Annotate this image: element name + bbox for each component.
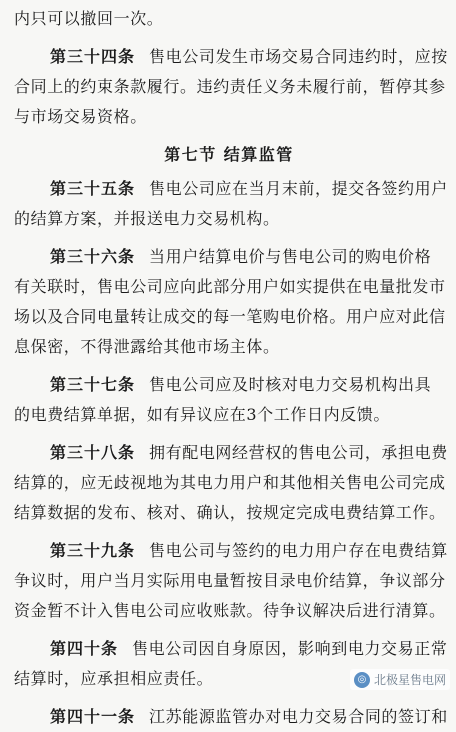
article-35 bbox=[14, 174, 448, 234]
text-line bbox=[14, 42, 448, 72]
text-line: 争议时，用户当月实际用电量暂按目录电价结算，争议部分 bbox=[14, 571, 446, 590]
article-number: 第四十一条 bbox=[50, 707, 136, 726]
text-line bbox=[14, 370, 444, 400]
article-38 bbox=[14, 438, 448, 528]
article-number: 第三十五条 bbox=[50, 179, 136, 198]
text-line: 结算数据的发布、核对、确认，按规定完成电费结算工作。 bbox=[14, 503, 446, 522]
article-text: 售电公司应及时核对电力交易机构出具 bbox=[149, 375, 432, 394]
article-number: 第三十六条 bbox=[50, 247, 136, 266]
text-line bbox=[14, 174, 448, 204]
text-line: 息保密，不得泄露给其他市场主体。 bbox=[14, 337, 280, 356]
text-line bbox=[14, 242, 444, 272]
article-number: 第三十四条 bbox=[50, 47, 136, 66]
text-line: 合同上的约束条款履行。违约责任义务未履行前，暂停其参 bbox=[14, 77, 446, 96]
article-text: 售电公司发生市场交易合同违约时，应按 bbox=[149, 47, 448, 66]
text-line bbox=[14, 536, 448, 566]
article-text: 售电公司应在当月末前，提交各签约用户 bbox=[149, 179, 448, 198]
text-line: 有关联时，售电公司应向此部分用户如实提供在电量批发市 bbox=[14, 277, 446, 296]
text-line bbox=[14, 634, 448, 664]
text-line: 结算时，应承担相应责任。 bbox=[14, 669, 214, 688]
text-line: 的结算方案，并报送电力交易机构。 bbox=[14, 209, 280, 228]
wechat-logo-icon: ◎ bbox=[354, 672, 370, 688]
article-text: 拥有配电网经营权的售电公司，承担电费 bbox=[149, 443, 448, 462]
article-text: 当用户结算电价与售电公司的购电价格 bbox=[149, 247, 432, 266]
watermark bbox=[350, 669, 450, 690]
article-number: 第四十条 bbox=[50, 639, 119, 658]
text-line: 结算的，应无歧视地为其电力用户和其他相关售电公司完成 bbox=[14, 473, 446, 492]
text-line bbox=[14, 438, 448, 468]
text-line: 内只可以撤回一次。 bbox=[14, 9, 164, 28]
article-text: 售电公司因自身原因，影响到电力交易正常 bbox=[132, 639, 448, 658]
section-title: 第七节 结算监管 bbox=[164, 145, 294, 164]
article-number: 第三十七条 bbox=[50, 375, 136, 394]
text-line: 的电费结算单据，如有异议应在3个工作日内反馈。 bbox=[14, 405, 390, 424]
article-number: 第三十九条 bbox=[50, 541, 136, 560]
article-text: 江苏能源监管办对电力交易合同的签订和 bbox=[149, 707, 448, 726]
article-39 bbox=[14, 536, 448, 626]
article-34 bbox=[14, 42, 448, 132]
text-line: 资金暂不计入售电公司应收账款。待争议解决后进行清算。 bbox=[14, 601, 446, 620]
text-line bbox=[14, 702, 448, 732]
watermark-text: 北极星售电网 bbox=[373, 673, 446, 687]
text-line: 场以及合同电量转让成交的每一笔购电价格。用户应对此信 bbox=[14, 307, 446, 326]
article-41 bbox=[14, 702, 448, 732]
article-text: 售电公司与签约的电力用户存在电费结算 bbox=[149, 541, 448, 560]
article-number: 第三十八条 bbox=[50, 443, 136, 462]
article-37 bbox=[14, 370, 444, 430]
article-36 bbox=[14, 242, 444, 362]
text-line: 与市场交易资格。 bbox=[14, 107, 147, 126]
paragraph-continuation bbox=[14, 4, 444, 34]
